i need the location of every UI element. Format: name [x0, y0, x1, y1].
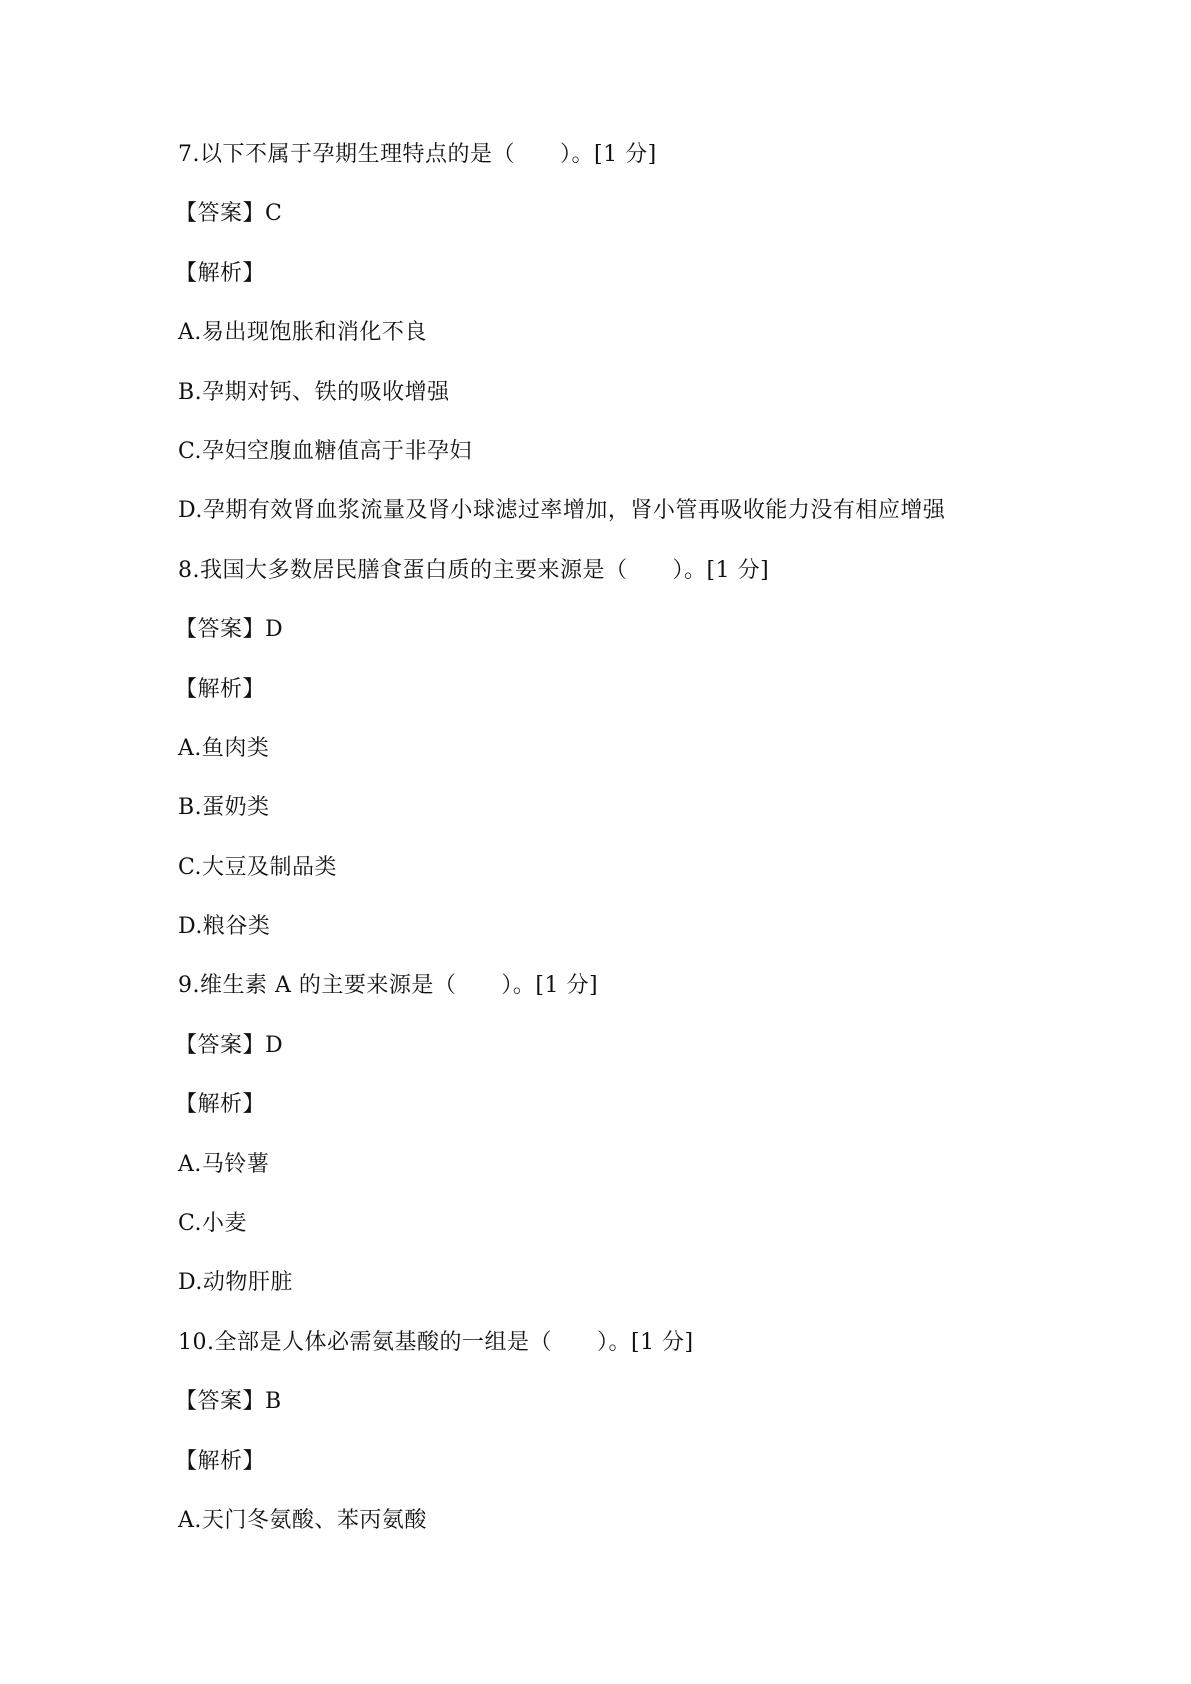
question-7-analysis-label: 【解析】 [175, 260, 266, 286]
question-7-option-d: D.孕期有效肾血浆流量及肾小球滤过率增加，肾小管再吸收能力没有相应增强 [178, 498, 946, 524]
question-9-answer: 【答案】D [175, 1032, 284, 1058]
question-7-option-b: B.孕期对钙、铁的吸收增强 [178, 379, 450, 405]
question-9-analysis-label: 【解析】 [175, 1092, 266, 1118]
question-9-option-a: A.马铃薯 [178, 1151, 270, 1177]
question-9-option-d: D.动物肝脏 [178, 1270, 293, 1296]
question-8-analysis-label: 【解析】 [175, 676, 266, 702]
question-9-option-c: C.小麦 [178, 1211, 248, 1237]
question-8-option-d: D.粮谷类 [178, 914, 271, 940]
question-7-answer: 【答案】C [175, 201, 283, 227]
question-8-option-b: B.蛋奶类 [178, 795, 270, 821]
question-8-option-a: A.鱼肉类 [178, 735, 270, 761]
question-7-option-c: C.孕妇空腹血糖值高于非孕妇 [178, 438, 473, 464]
question-10-answer: 【答案】B [175, 1389, 282, 1415]
question-8-stem: 8.我国大多数居民膳食蛋白质的主要来源是（ ）。[1 分] [178, 557, 770, 583]
question-8-answer: 【答案】D [175, 617, 284, 643]
page-content [175, 137, 1058, 1562]
question-7-option-a: A.易出现饱胀和消化不良 [178, 320, 427, 346]
question-8-option-c: C.大豆及制品类 [178, 854, 338, 880]
question-9-stem: 9.维生素 A 的主要来源是（ ）。[1 分] [178, 973, 599, 999]
question-7-stem: 7.以下不属于孕期生理特点的是（ ）。[1 分] [178, 142, 657, 167]
question-10-option-a: A.天门冬氨酸、苯丙氨酸 [178, 1507, 427, 1533]
question-10-analysis-label: 【解析】 [175, 1448, 266, 1474]
question-10-stem: 10.全部是人体必需氨基酸的一组是（ ）。[1 分] [178, 1329, 694, 1355]
